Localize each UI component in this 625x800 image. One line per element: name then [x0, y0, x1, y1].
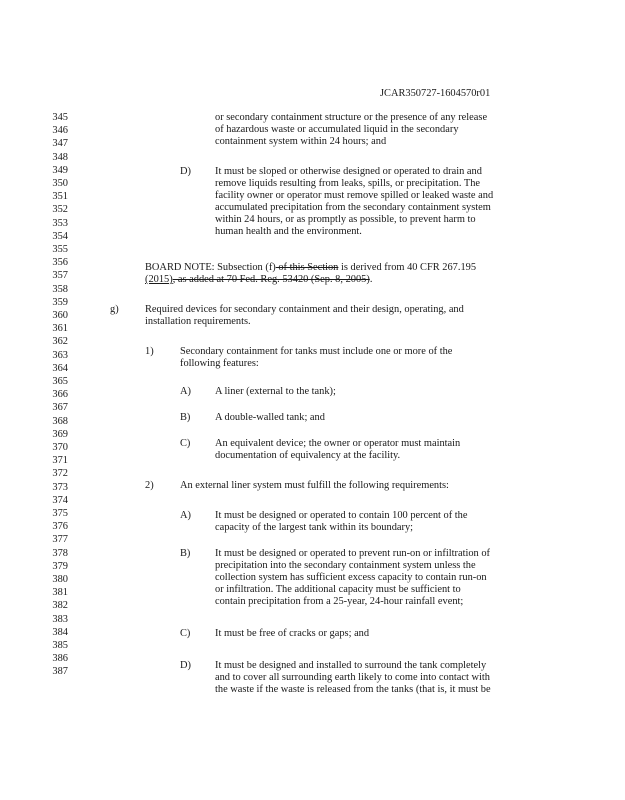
item-label: A) [180, 386, 191, 397]
line-number: 358 [52, 283, 68, 295]
line-number: 349 [52, 164, 68, 176]
document-id: JCAR350727-1604570r01 [380, 88, 491, 99]
line-number: 384 [52, 626, 68, 638]
item-label: D) [180, 660, 191, 671]
line-number: 345 [52, 112, 68, 123]
line-number: 371 [52, 455, 68, 467]
line-number: 355 [52, 244, 68, 255]
board-note-continued [145, 274, 372, 285]
text-line: installation requirements. [145, 316, 251, 327]
text-line: remove liquids resulting from leaks, spills, or precipitation. The [215, 178, 481, 189]
line-number: 377 [52, 534, 68, 546]
text-line: following features: [180, 358, 259, 369]
line-number: 367 [52, 402, 68, 414]
line-number: 368 [52, 415, 68, 427]
text-line: facility owner or operator must remove spilled or leaked waste and [215, 190, 494, 201]
board-note-text: BOARD NOTE: Subsection (f) [145, 262, 276, 273]
line-number: 370 [52, 442, 68, 453]
line-number: 360 [52, 310, 68, 321]
subsection-label: g) [110, 304, 119, 315]
text-line: contain precipitation from a 25-year, 24-hour rainfall event; [215, 596, 464, 607]
line-number: 347 [52, 138, 68, 150]
text-line: It must be sloped or otherwise designed or operated to drain and [215, 166, 482, 177]
line-number: 356 [52, 257, 68, 269]
line-number: 383 [52, 613, 68, 625]
line-number: 354 [52, 230, 68, 242]
line-number: 366 [52, 389, 68, 401]
text-line: An external liner system must fulfill the following requirements: [180, 480, 449, 491]
text-line: precipitation into the secondary containment system unless the [215, 560, 476, 571]
line-number: 374 [52, 494, 68, 506]
text-line: and to cover all surrounding earth likely to come into contact with [215, 672, 490, 683]
line-number: 351 [52, 191, 68, 203]
text-line: capacity of the largest tank within its boundary; [215, 522, 414, 533]
line-number: 364 [52, 362, 68, 374]
text-line: or secondary containment structure or the presence of any release [215, 112, 488, 123]
item-label: B) [180, 412, 191, 423]
line-number: 369 [52, 428, 68, 440]
line-number: 387 [52, 666, 68, 678]
item-label: A) [180, 510, 191, 521]
text-line: It must be designed or operated to prevent run-on or infiltration of [215, 548, 490, 559]
text-line: accumulated precipitation from the secondary containment system [215, 202, 491, 213]
line-number: 378 [52, 547, 68, 559]
line-number: 346 [52, 125, 68, 137]
line-number: 385 [52, 640, 68, 651]
item-label: C) [180, 438, 191, 449]
item-label: D) [180, 166, 191, 177]
line-number: 357 [52, 270, 68, 282]
text-line: the waste if the waste is released from the tanks (that is, it must be [215, 684, 491, 695]
text-line: It must be designed and installed to surround the tank completely [215, 660, 487, 671]
line-number: 381 [52, 587, 68, 599]
line-number: 362 [52, 336, 68, 348]
line-number: 372 [52, 468, 68, 480]
line-number: 365 [52, 376, 68, 387]
text-line: A double-walled tank; and [215, 412, 325, 423]
inserted-text: (2015) [145, 274, 173, 285]
text-line: human health and the environment. [215, 226, 362, 237]
deleted-text: , as added at 70 Fed. Reg. 53420 (Sep. 8, 2005) [172, 274, 370, 285]
text-line: or infiltration. The additional capacity must be sufficient to [215, 584, 461, 595]
line-number: 352 [52, 204, 68, 216]
text-line: Required devices for secondary containment and their design, operating, and [145, 304, 464, 315]
item-label: 2) [145, 480, 154, 491]
text-line: It must be designed or operated to contain 100 percent of the [215, 510, 468, 521]
text-line: It must be free of cracks or gaps; and [215, 628, 370, 639]
text-line: within 24 hours, or as promptly as possible, to prevent harm to [215, 214, 476, 225]
line-number: 353 [52, 217, 68, 229]
line-number: 363 [52, 349, 68, 361]
board-note-text: . [369, 274, 373, 285]
line-number: 382 [52, 600, 68, 612]
text-line: A liner (external to the tank); [215, 386, 336, 397]
item-label: C) [180, 628, 191, 639]
item-label: 1) [145, 346, 154, 357]
text-line: containment system within 24 hours; and [215, 136, 387, 147]
line-number: 373 [52, 481, 68, 493]
board-note [145, 262, 476, 273]
text-line: An equivalent device; the owner or operator must maintain [215, 438, 461, 449]
deleted-text: of this Section [275, 262, 339, 273]
line-number: 348 [52, 151, 68, 163]
line-number: 376 [52, 521, 68, 533]
line-number: 375 [52, 508, 68, 519]
line-number: 380 [52, 574, 68, 585]
text-line: of hazardous waste or accumulated liquid in the secondary [215, 124, 459, 135]
line-number: 361 [52, 323, 68, 335]
line-number: 379 [52, 560, 68, 572]
line-number: 350 [52, 178, 68, 189]
line-number: 359 [52, 296, 68, 308]
text-line: documentation of equivalency at the facility. [215, 450, 401, 461]
board-note-text: is derived from 40 CFR 267.195 [338, 262, 477, 273]
text-line: collection system has sufficient excess capacity to contain run-on [215, 572, 487, 583]
item-label: B) [180, 548, 191, 559]
text-line: Secondary containment for tanks must include one or more of the [180, 346, 453, 357]
line-number: 386 [52, 653, 68, 665]
